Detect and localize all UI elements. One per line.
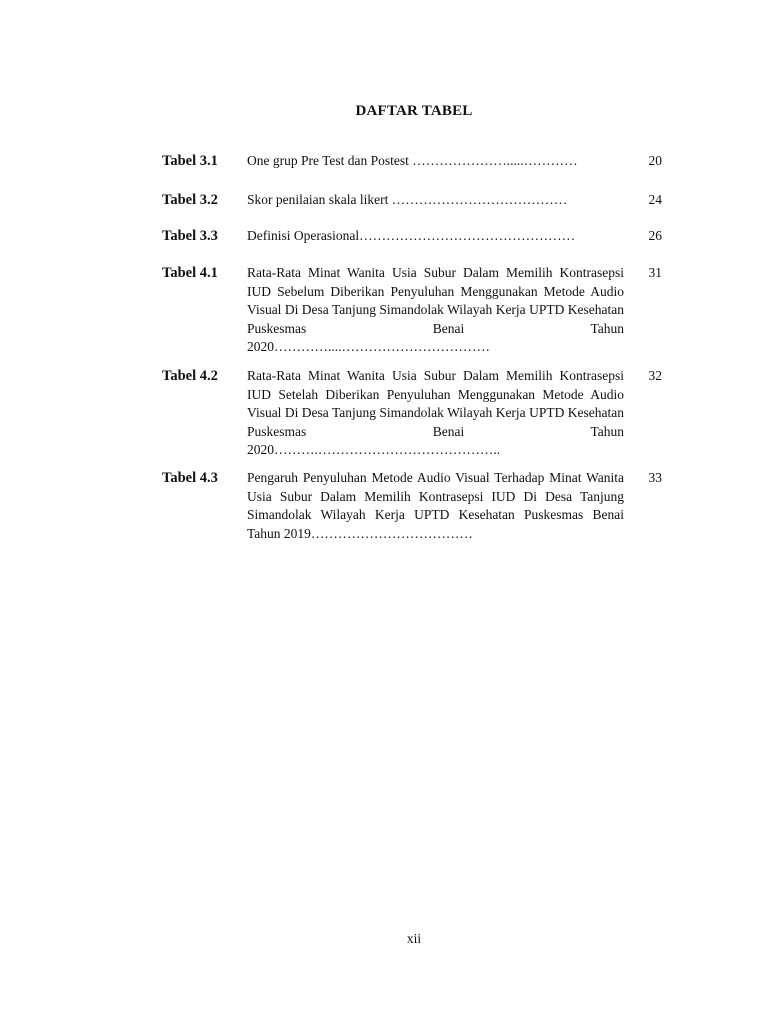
entry-page-number: 20 [648, 153, 662, 168]
entry-page-number: 26 [648, 228, 662, 243]
entry-label: Tabel 4.2 [162, 368, 218, 384]
entry-title: Definisi Operasional………………………………………… [247, 228, 576, 243]
entry-page-number: 33 [648, 470, 662, 485]
page-number: xii [406, 931, 422, 946]
entry-title: Skor penilaian skala likert ………………………………… [247, 192, 568, 207]
entry-title: Rata-Rata Minat Wanita Usia Subur Dalam Memilih Kontrasepsi IUD Sebelum Diberikan Penyuluhan Menggunakan Metode Audio Visual Di Desa Tanjung Simandolak Wilayah Kerja UPTD Kesehatan Puskesmas Benai Tahun 2020…………....…………………………… [247, 265, 624, 354]
entry-title: Rata-Rata Minat Wanita Usia Subur Dalam Memilih Kontrasepsi IUD Setelah Diberikan Penyuluhan Menggunakan Metode Audio Visual Di Desa Tanjung Simandolak Wilayah Kerja UPTD Kesehatan Puskesmas Benai Tahun 2020……….………………………………….. [247, 368, 624, 457]
page-title: DAFTAR TABEL [355, 103, 473, 119]
entry-page-number: 31 [648, 265, 662, 280]
entry-page-number: 24 [648, 192, 662, 207]
entry-label: Tabel 4.1 [162, 265, 218, 281]
entry-label: Tabel 3.2 [162, 192, 218, 208]
entry-label: Tabel 3.1 [162, 153, 218, 169]
entry-label: Tabel 4.3 [162, 470, 218, 486]
entry-page-number: 32 [648, 368, 662, 383]
entry-title: Pengaruh Penyuluhan Metode Audio Visual Terhadap Minat Wanita Usia Subur Dalam Memilih Kontrasepsi IUD Di Desa Tanjung Simandolak Wilayah Kerja UPTD Kesehatan Puskesmas Benai Tahun 2019……………………………… [247, 470, 624, 541]
entry-title: One grup Pre Test dan Postest ………………….....………… [247, 153, 578, 168]
entry-label: Tabel 3.3 [162, 228, 218, 244]
